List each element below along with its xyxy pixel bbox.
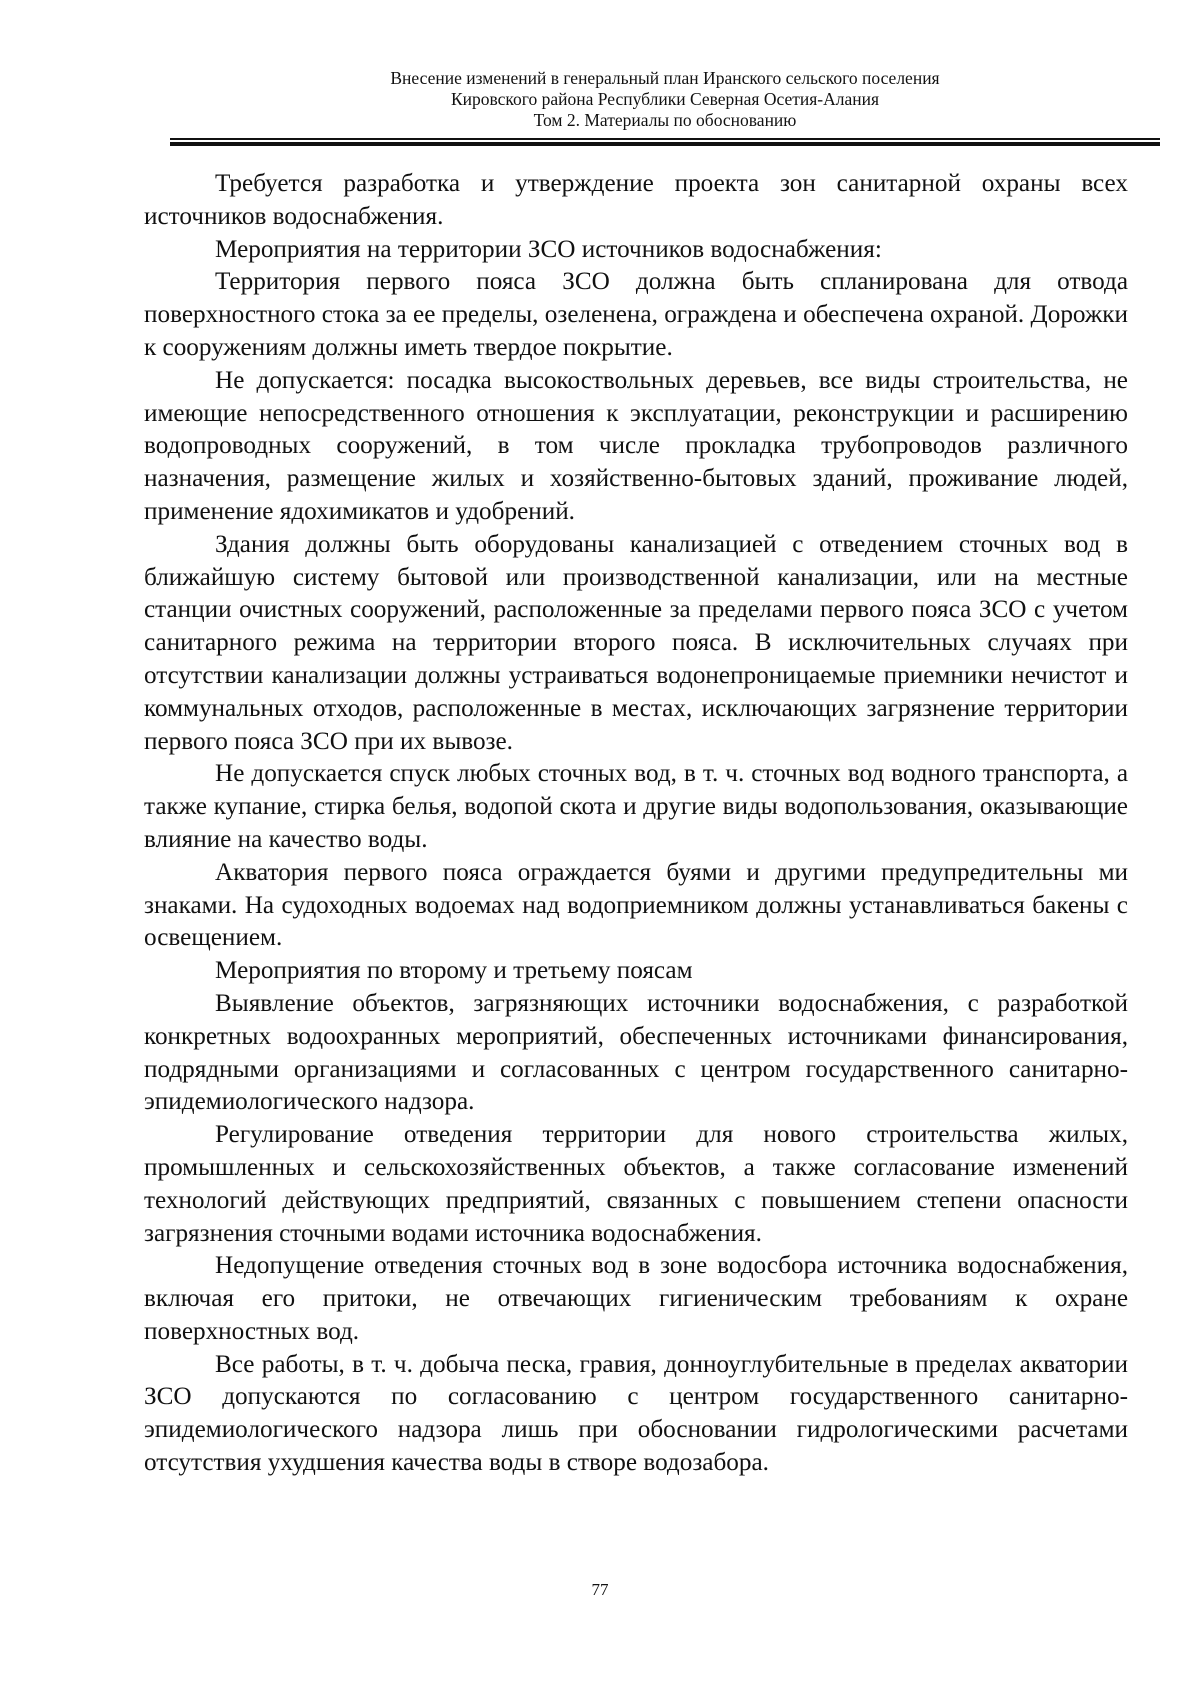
header-line-2: Кировского района Республики Северная Осетия-Алания: [450, 89, 880, 109]
paragraph: Мероприятия на территории ЗСО источников водоснабжения:: [215, 235, 882, 263]
paragraph: Недопущение отведения сточных вод в зоне водосбора источника водоснабжения, включая его притоки, не отвечающих гигиеническим требованиям к охране поверхностных вод.: [144, 1252, 1128, 1345]
paragraph: Акватория первого пояса ограждается буями и другими предупредительны ми знаками. На судоходных водоемах над водоприемником должны устанавливаться бакены с освещением.: [144, 858, 1128, 952]
header-rule-thin: [170, 138, 1160, 140]
header-line-1: Внесение изменений в генеральный план Иранского сельского поселения: [390, 68, 940, 88]
header-line-3: Том 2. Материалы по обоснованию: [533, 110, 797, 130]
paragraph: Требуется разработка и утверждение проекта зон санитарной охраны всех источников водоснабжения.: [144, 170, 1128, 230]
paragraph: Не допускается спуск любых сточных вод, в т. ч. сточных вод водного транспорта, а также купание, стирка белья, водопой скота и другие виды водопользования, оказывающие влияние на качество воды.: [144, 760, 1128, 853]
paragraph: Не допускается: посадка высокоствольных деревьев, все виды строительства, не имеющие непосредственного отношения к эксплуатации, реконструкции и расширению водопроводных сооружений, в том числе прокладка трубопроводов различного назначения, размещение жилых и хозяйственно-бытовых зданий, проживание людей, применение ядохимикатов и удобрений.: [144, 366, 1128, 525]
paragraph: Здания должны быть оборудованы канализацией с отведением сточных вод в ближайшую систему бытовой или производственной канализации, или на местные станции очистных сооружений, расположенные за пределами первого пояса ЗСО с учетом санитарного режима на территории второго пояса. В исключительных случаях при отсутствии канализации должны устраиваться водонепроницаемые приемники нечистот и коммунальных отходов, расположенные в местах, исключающих загрязнение территории первого пояса ЗСО при их вывозе.: [144, 530, 1128, 755]
paragraph: Все работы, в т. ч. добыча песка, гравия, донноуглубительные в пределах акватории ЗСО допускаются по согласованию с центром государственного санитарно-эпидемиологического надзора лишь при обосновании гидрологическими расчетами отсутствия ухудшения качества воды в створе водозабора.: [144, 1350, 1128, 1477]
paragraph: Регулирование отведения территории для нового строительства жилых, промышленных и сельскохозяйственных объектов, а также согласование изменений технологий действующих предприятий, связанных с повышением степени опасности загрязнения сточными водами источника водоснабжения.: [144, 1121, 1128, 1247]
paragraph: Территория первого пояса ЗСО должна быть спланирована для отвода поверхностного стока за ее пределы, озеленена, ограждена и обеспечена охраной. Дорожки к сооружениям должны иметь твердое покрытие.: [144, 268, 1128, 361]
page-number: 77: [591, 1580, 609, 1599]
paragraph: Выявление объектов, загрязняющих источники водоснабжения, с разработкой конкретных водоохранных мероприятий, обеспеченных источниками финансирования, подрядными организациями и согласованных с центром государственного санитарно-эпидемиологического надзора.: [144, 989, 1128, 1116]
document-body: [144, 168, 1128, 1480]
paragraph: Мероприятия по второму и третьему поясам: [215, 957, 693, 985]
header-rule-thick: [170, 142, 1160, 146]
running-header: [170, 68, 1160, 131]
